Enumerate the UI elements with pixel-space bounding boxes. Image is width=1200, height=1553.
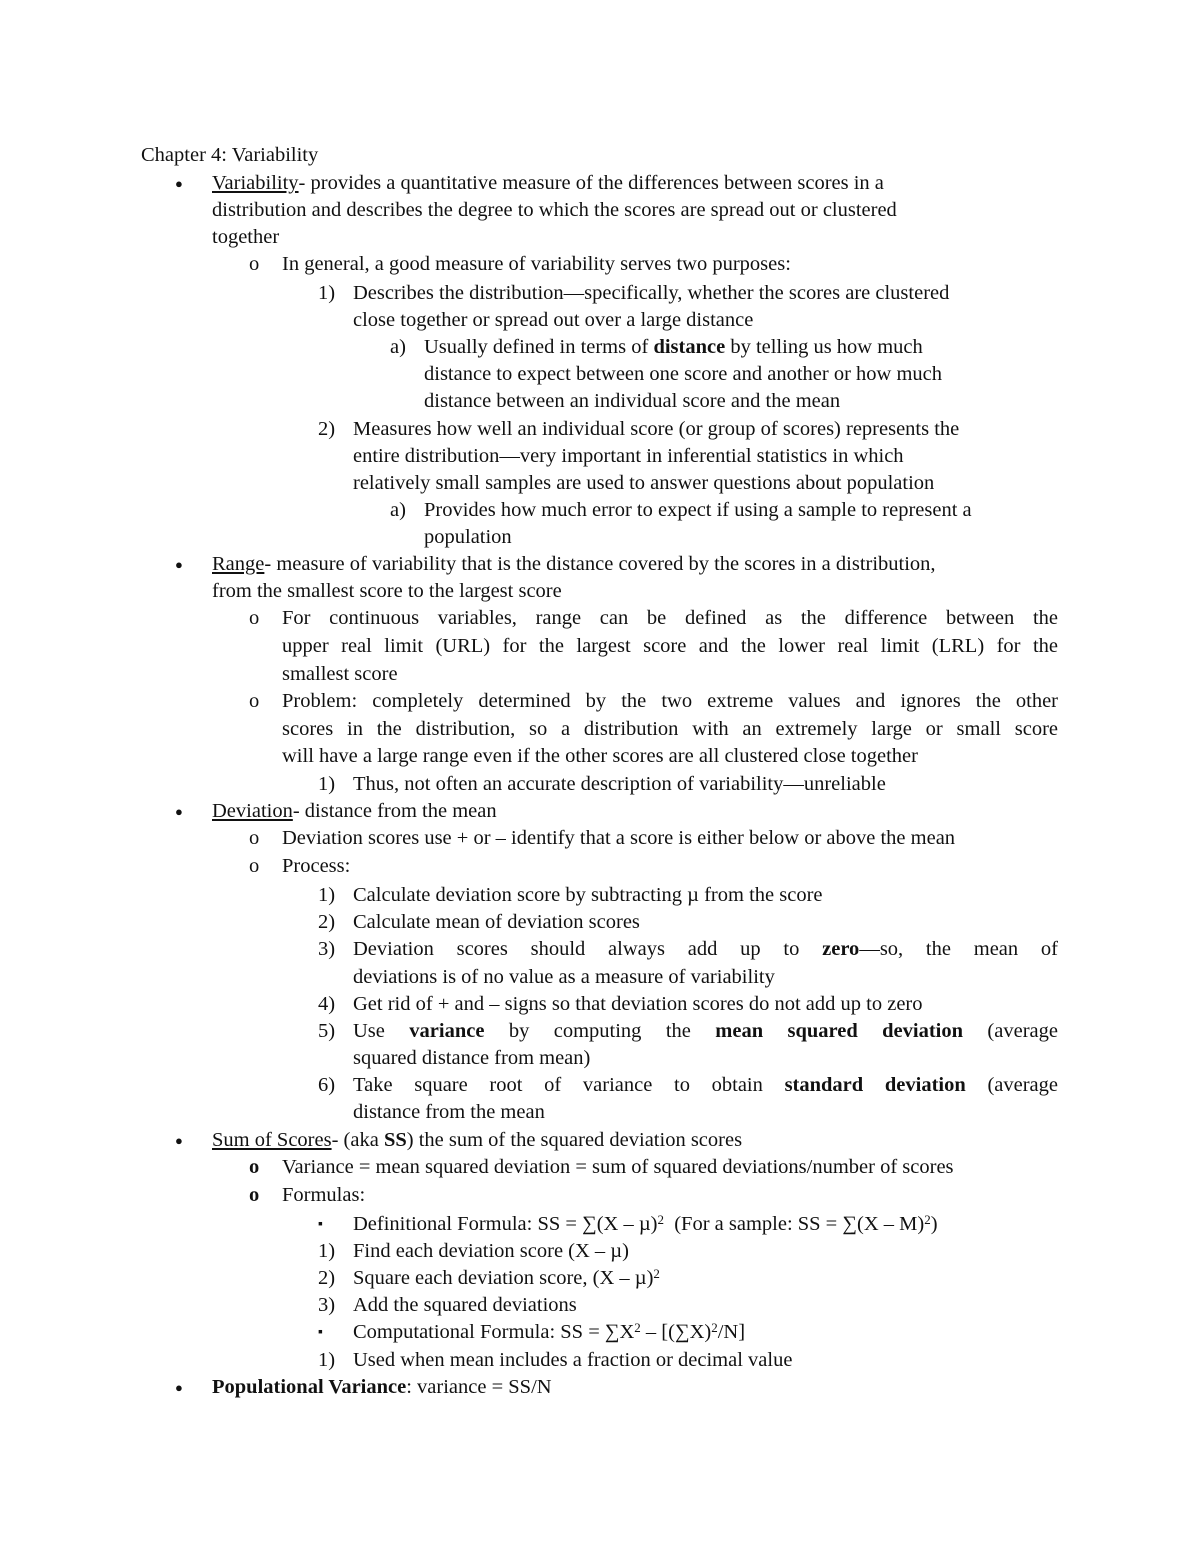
list-letter: a)	[390, 336, 406, 358]
ss-formulas: Formulas:	[282, 1184, 366, 1206]
deviation-process: Process:	[282, 855, 351, 877]
list-number: 6)	[318, 1074, 336, 1096]
populational-variance: Populational Variance: variance = SS/N	[212, 1376, 552, 1398]
deviation-sign: Deviation scores use + or – identify that a score is either below or above the mean	[282, 827, 956, 849]
ss-definition: Sum of Scores- (aka SS) the sum of the squared deviation scores	[212, 1129, 743, 1151]
process-step-3: Deviation scores should always add up to zero—so, the mean of	[353, 938, 1058, 960]
purpose-1a: Usually defined in terms of distance by telling us how much	[424, 336, 923, 358]
range-definition: Range- measure of variability that is the distance covered by the scores in a distribution,	[212, 553, 936, 575]
process-step-6: Take square root of variance to obtain standard deviation (average	[353, 1074, 1058, 1096]
purpose-2a: Provides how much error to expect if using a sample to represent a	[424, 499, 972, 521]
circle-bullet-icon: o	[249, 827, 260, 849]
circle-bullet-icon: o	[249, 690, 260, 712]
definitional-formula: Definitional Formula: SS = ∑(X – µ)$^2$ (For a sample: SS = ∑(X – M)$^2$)	[353, 1212, 938, 1235]
list-number: 3)	[318, 1294, 336, 1316]
range-problem-1: Thus, not often an accurate description of variability—unreliable	[353, 773, 886, 795]
variability-definition: Variability- provides a quantitative measure of the differences between scores in a	[212, 172, 884, 194]
bullet-icon: ●	[175, 176, 183, 191]
process-step-2: Calculate mean of deviation scores	[353, 911, 640, 933]
range-problem-line: scores in the distribution, so a distribution with an extremely large or small score	[282, 718, 1058, 740]
variability-definition-line: together	[212, 226, 280, 248]
purpose-1: Describes the distribution—specifically, whether the scores are clustered	[353, 282, 950, 304]
bullet-icon: ●	[175, 1133, 183, 1148]
list-number: 1)	[318, 1240, 336, 1262]
circle-bullet-icon: o	[249, 1156, 260, 1178]
process-step-5-line: squared distance from mean)	[353, 1047, 591, 1069]
list-number: 1)	[318, 282, 336, 304]
range-continuous-line: upper real limit (URL) for the largest score and the lower real limit (LRL) for the	[282, 635, 1058, 657]
formula-step-1: Find each deviation score (X – µ)	[353, 1240, 629, 1262]
term-variability: Variability	[212, 172, 299, 194]
process-step-6-line: distance from the mean	[353, 1101, 545, 1123]
circle-bullet-icon: o	[249, 855, 260, 877]
process-step-1: Calculate deviation score by subtracting µ from the score	[353, 884, 823, 906]
list-number: 5)	[318, 1020, 336, 1042]
list-number: 1)	[318, 773, 336, 795]
list-number: 1)	[318, 884, 336, 906]
purpose-2-line: relatively small samples are used to answer questions about population	[353, 472, 935, 494]
purpose-1a-line: distance to expect between one score and another or how much	[424, 363, 942, 385]
circle-bullet-icon: o	[249, 607, 260, 629]
list-letter: a)	[390, 499, 406, 521]
list-number: 4)	[318, 993, 336, 1015]
bullet-icon: ●	[175, 557, 183, 572]
purpose-2-line: entire distribution—very important in inferential statistics in which	[353, 445, 904, 467]
computational-formula: Computational Formula: SS = $\sum X^2 - [(\sum X)^2/N]$	[353, 1320, 746, 1343]
range-continuous-line: smallest score	[282, 663, 398, 685]
circle-bullet-icon: o	[249, 253, 260, 275]
purpose-1a-line: distance between an individual score and the mean	[424, 390, 841, 412]
list-number: 2)	[318, 418, 336, 440]
purpose-2: Measures how well an individual score (or group of scores) represents the	[353, 418, 960, 440]
range-problem-line: will have a large range even if the other scores are all clustered close together	[282, 745, 918, 767]
range-definition-line: from the smallest score to the largest score	[212, 580, 562, 602]
deviation-definition: Deviation- distance from the mean	[212, 800, 497, 822]
bullet-icon: ●	[175, 1380, 183, 1395]
purpose-1-line: close together or spread out over a large distance	[353, 309, 754, 331]
purposes-text: In general, a good measure of variability serves two purposes:	[282, 253, 791, 275]
page-title: Chapter 4: Variability	[141, 144, 319, 166]
list-number: 2)	[318, 911, 336, 933]
formula-step-2: Square each deviation score, (X – µ)$^2$	[353, 1266, 660, 1289]
square-bullet-icon: ▪	[318, 1217, 323, 1232]
term-deviation: Deviation	[212, 800, 293, 822]
ss-variance: Variance = mean squared deviation = sum of squared deviations/number of scores	[282, 1156, 954, 1178]
bullet-icon: ●	[175, 804, 183, 819]
list-number: 1)	[318, 1349, 336, 1371]
range-continuous: For continuous variables, range can be defined as the difference between the	[282, 607, 1058, 629]
term-sum-of-scores: Sum of Scores	[212, 1129, 332, 1151]
variability-definition-line: distribution and describes the degree to which the scores are spread out or clustered	[212, 199, 897, 221]
square-bullet-icon: ▪	[318, 1325, 323, 1340]
computational-step-1: Used when mean includes a fraction or decimal value	[353, 1349, 793, 1371]
list-number: 3)	[318, 938, 336, 960]
range-problem: Problem: completely determined by the two extreme values and ignores the other	[282, 690, 1058, 712]
purpose-2a-line: population	[424, 526, 512, 548]
list-number: 2)	[318, 1267, 336, 1289]
process-step-4: Get rid of + and – signs so that deviation scores do not add up to zero	[353, 993, 923, 1015]
term-populational-variance: Populational Variance	[212, 1376, 407, 1398]
formula-step-3: Add the squared deviations	[353, 1294, 577, 1316]
circle-bullet-icon: o	[249, 1184, 260, 1206]
process-step-3-line: deviations is of no value as a measure of variability	[353, 966, 775, 988]
term-range: Range	[212, 553, 265, 575]
process-step-5: Use variance by computing the mean squared deviation (average	[353, 1020, 1058, 1042]
